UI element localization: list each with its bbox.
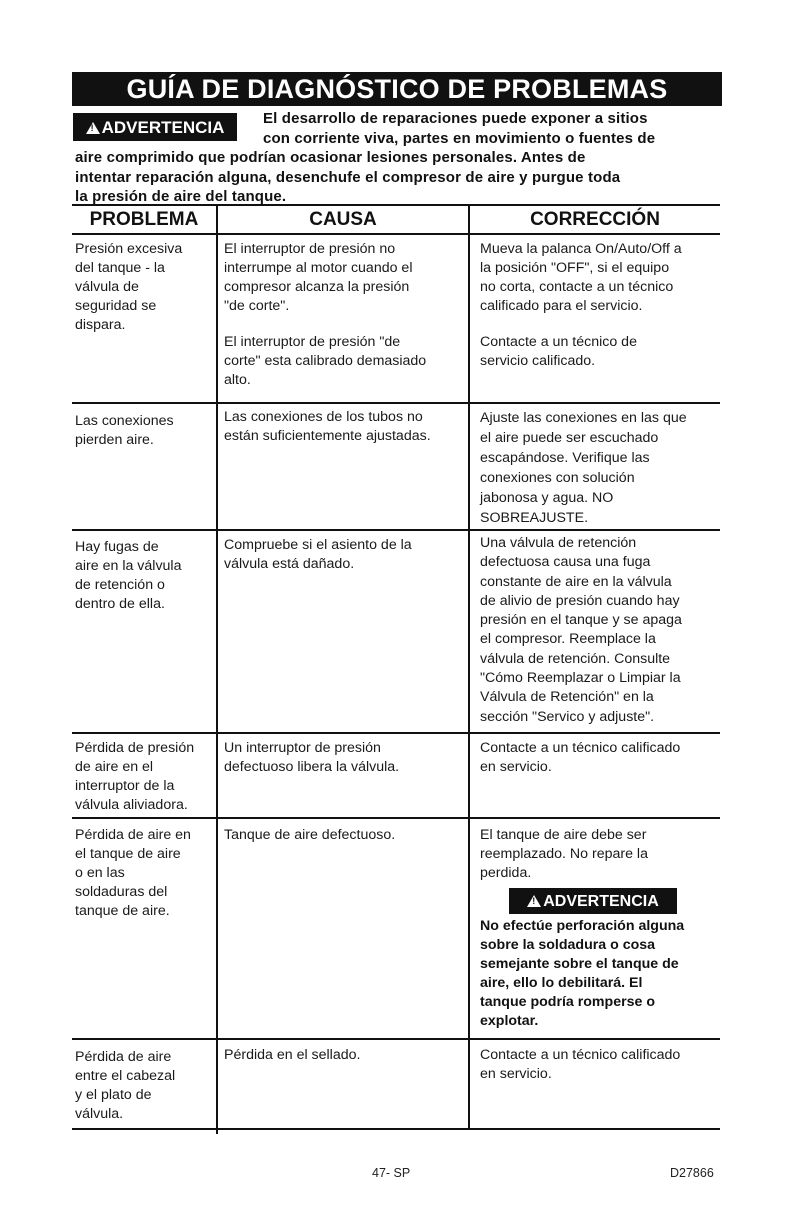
table-row-correction: El tanque de aire debe ser reemplazado. No repare la perdida. [480,827,648,881]
table-row-problem: Hay fugas de aire en la válvula de retención o dentro de ella. [75,539,182,612]
row-separator [72,529,720,531]
warning-triangle-icon [527,895,541,907]
column-header-correction: CORRECCIÓN [530,209,660,230]
column-divider [216,205,218,1134]
row-separator [72,402,720,404]
table-row-problem: Pérdida de presión de aire en el interruptor de la válvula aliviadora. [75,740,195,813]
row-separator [72,817,720,819]
warning-line: El desarrollo de reparaciones puede exponer a sitios [263,110,648,127]
row-separator [72,732,720,734]
table-row-correction: Contacte a un técnico calificado en servicio. [480,740,681,775]
table-row-correction: Contacte a un técnico calificado en servicio. [480,1047,681,1082]
warning-line: la presión de aire del tanque. [75,188,287,205]
column-header-cause: CAUSA [309,209,377,230]
table-bottom-rule [72,1128,720,1130]
table-row-problem: Las conexiones pierden aire. [75,413,174,448]
warning-badge: !ADVERTENCIA [73,113,237,141]
page-number: 47- SP [372,1166,411,1180]
warning-line: con corriente viva, partes en movimiento o fuentes de [263,129,656,147]
table-row-cause: Un interruptor de presión defectuoso libera la válvula. [224,740,400,775]
table-row-problem: Pérdida de aire en el tanque de aire o en las soldaduras del tanque de aire. [75,827,191,919]
table-row-problem: Presión excesiva del tanque - la válvula de seguridad se dispara. [75,241,183,333]
table-row-problem: Pérdida de aire entre el cabezal y el plato de válvula. [75,1049,176,1122]
table-row-cause: Compruebe si el asiento de la válvula está dañado. [224,537,412,572]
warning-text: No efectúe perforación alguna sobre la soldadura o cosa semejante sobre el tanque de aire, ello lo debilitará. El tanque podría romperse o explotar. [480,918,685,1029]
table-row-correction: Una válvula de retención defectuosa causa una fuga constante de aire en la válvula de alivio de presión cuando hay presión en el tanque y se apaga el compresor. Reemplace la válvula de retención. Consulte "Cómo Reemplazar o Limpiar la Válvula de Retención" en la sección "Servico y adjuste". [480,535,682,725]
document-code: D27866 [670,1166,714,1180]
warning-badge: !ADVERTENCIA [509,888,677,914]
warning-line: intentar reparación alguna, desenchufe el compresor de aire y purgue toda [75,168,621,186]
table-row-cause: Las conexiones de los tubos no están suficientemente ajustadas. [224,409,431,444]
table-row-correction: Mueva la palanca On/Auto/Off a la posición "OFF", si el equipo no corta, contacte a un técnico calificado para el servicio. Contacte a un técnico de servicio calificado. [480,241,682,369]
table-row-cause: Tanque de aire defectuoso. [224,827,396,843]
table-header-rule [72,233,720,235]
table-row-correction: Ajuste las conexiones en las que el aire puede ser escuchado escapándose. Verifique las conexiones con solución jabonosa y agua. NO SOBREAJUSTE. [480,410,687,526]
column-header-problem: PROBLEMA [89,209,199,230]
row-separator [72,1038,720,1040]
page-title: GUÍA DE DIAGNÓSTICO DE PROBLEMAS [72,72,722,106]
column-divider [468,205,470,1130]
table-row-cause: El interruptor de presión no interrumpe al motor cuando el compresor alcanza la presión "de corte". El interruptor de presión "de corte" esta calibrado demasiado alto. [224,241,427,388]
warning-text [75,109,725,207]
table-row-cause: Pérdida en el sellado. [224,1047,361,1063]
warning-line: aire comprimido que podrían ocasionar lesiones personales. Antes de [75,149,586,166]
